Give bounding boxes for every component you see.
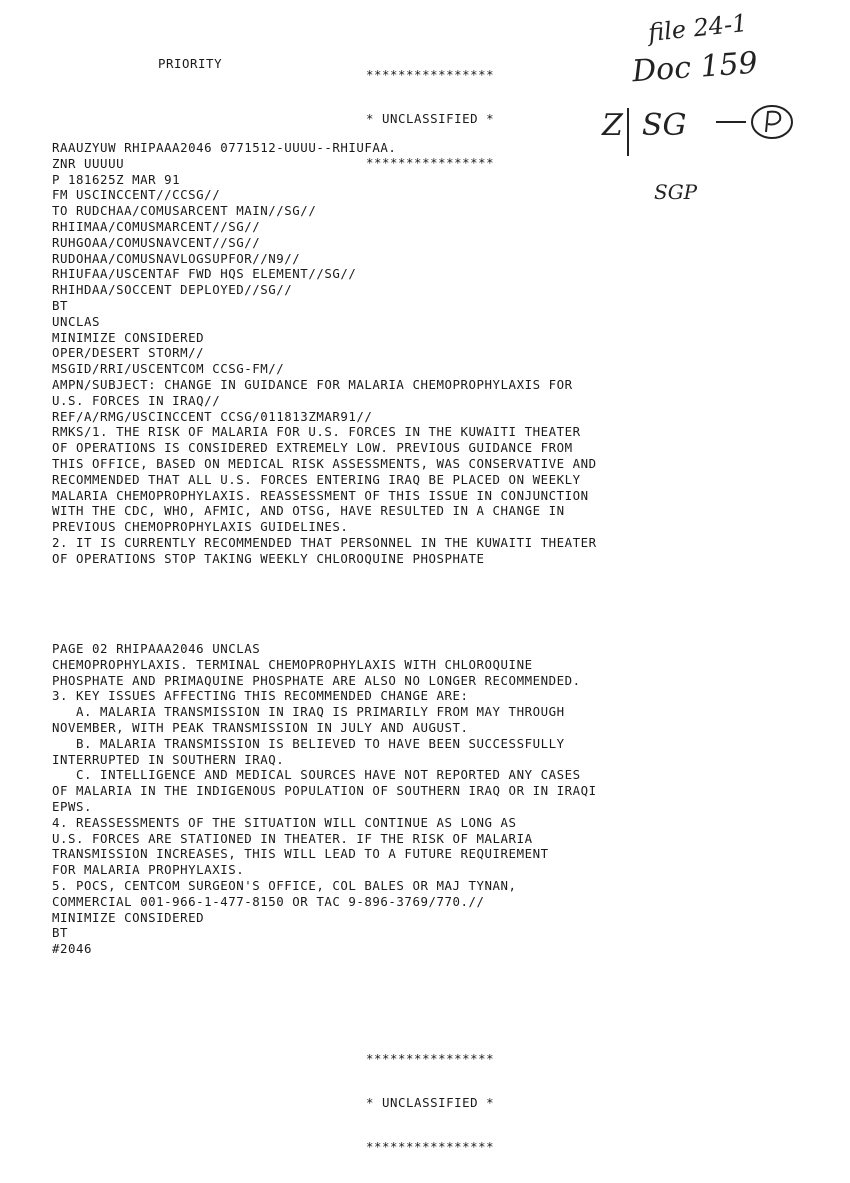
message-line: RHIIMAA/COMUSMARCENT//SG// [52,218,261,234]
message-line: PREVIOUS CHEMOPROPHYLAXIS GUIDELINES. [52,519,349,535]
message-line: FM USCINCCENT//CCSG// [52,187,221,203]
message-line: B. MALARIA TRANSMISSION IS BELIEVED TO HAVE BEEN SUCCESSFULLY [52,735,565,751]
message-line: PHOSPHATE AND PRIMAQUINE PHOSPHATE ARE ALSO NO LONGER RECOMMENDED. [52,672,581,688]
classification-banner-bottom [366,1024,494,1183]
message-line: ZNR UUUUU [52,155,125,171]
message-line: 4. REASSESSMENTS OF THE SITUATION WILL CONTINUE AS LONG AS [52,814,517,830]
message-line: FOR MALARIA PROPHYLAXIS. [52,862,245,878]
handwritten-doc-ref: Doc 159 [630,45,759,90]
handwritten-initials: SGP [654,180,698,204]
classification-border: **************** [366,1138,495,1154]
message-line: COMMERCIAL 001-966-1-477-8150 OR TAC 9-896-3769/770.// [52,893,485,909]
message-line: THIS OFFICE, BASED ON MEDICAL RISK ASSESSMENTS, WAS CONSERVATIVE AND [52,455,597,471]
classification-border: **************** [366,67,495,82]
message-line: RHIUFAA/USCENTAF FWD HQS ELEMENT//SG// [52,266,357,282]
message-line: TO RUDCHAA/COMUSARCENT MAIN//SG// [52,203,317,219]
classification-border: **************** [366,1051,495,1066]
message-line: OF MALARIA IN THE INDIGENOUS POPULATION OF SOUTHERN IRAQ OR IN IRAQI [52,783,597,799]
message-line: CHEMOPROPHYLAXIS. TERMINAL CHEMOPROPHYLAXIS WITH CHLOROQUINE [52,656,533,672]
classification-border: **************** [366,154,495,170]
classification-label: * UNCLASSIFIED * [366,1094,495,1110]
message-line: A. MALARIA TRANSMISSION IN IRAQ IS PRIMARILY FROM MAY THROUGH [52,704,565,720]
message-line: C. INTELLIGENCE AND MEDICAL SOURCES HAVE NOT REPORTED ANY CASES [52,767,581,783]
message-body-page-2 [52,641,597,957]
message-line: RUHGOAA/COMUSNAVCENT//SG// [52,234,261,250]
message-line: TRANSMISSION INCREASES, THIS WILL LEAD TO A FUTURE REQUIREMENT [52,846,549,862]
message-line: BT [52,297,69,313]
message-line: INTERRUPTED IN SOUTHERN IRAQ. [52,751,285,767]
message-line: RHIHDAA/SOCCENT DEPLOYED//SG// [52,282,293,298]
message-line: NOVEMBER, WITH PEAK TRANSMISSION IN JULY AND AUGUST. [52,719,469,735]
message-line: RAAUZYUW RHIPAAA2046 0771512-UUUU--RHIUFAA. [52,140,397,155]
message-line: U.S. FORCES ARE STATIONED IN THEATER. IF THE RISK OF MALARIA [52,830,533,846]
message-body-page-1 [52,140,597,567]
message-line: 5. POCS, CENTCOM SURGEON'S OFFICE, COL BALES OR MAJ TYNAN, [52,877,517,893]
message-line: WITH THE CDC, WHO, AFMIC, AND OTSG, HAVE RESULTED IN A CHANGE IN [52,503,565,519]
message-line: RMKS/1. THE RISK OF MALARIA FOR U.S. FORCES IN THE KUWAITI THEATER [52,424,581,440]
message-line: P 181625Z MAR 91 [52,171,181,187]
priority-label: PRIORITY [158,56,223,71]
message-line: RUDOHAA/COMUSNAVLOGSUPFOR//N9// [52,250,301,266]
message-line: EPWS. [52,798,93,814]
message-line: MSGID/RRI/USCENTCOM CCSG-FM// [52,361,285,377]
message-line: MINIMIZE CONSIDERED [52,329,205,345]
message-line: #2046 [52,941,93,957]
classification-label: * UNCLASSIFIED * [366,110,495,126]
handwritten-file-ref: file 24-1 [646,8,749,48]
message-line: U.S. FORCES IN IRAQ// [52,392,221,408]
message-line: RECOMMENDED THAT ALL U.S. FORCES ENTERING IRAQ BE PLACED ON WEEKLY [52,471,581,487]
message-line: MALARIA CHEMOPROPHYLAXIS. REASSESSMENT OF THIS ISSUE IN CONJUNCTION [52,487,589,503]
message-line: BT [52,925,69,941]
message-line: 2. IT IS CURRENTLY RECOMMENDED THAT PERSONNEL IN THE KUWAITI THEATER [52,534,597,550]
handwritten-stamp: Z SG [602,108,687,143]
message-line: AMPN/SUBJECT: CHANGE IN GUIDANCE FOR MALARIA CHEMOPROPHYLAXIS FOR [52,376,573,392]
message-line: MINIMIZE CONSIDERED [52,909,205,925]
message-line: OF OPERATIONS STOP TAKING WEEKLY CHLOROQUINE PHOSPHATE [52,550,485,566]
message-line: OPER/DESERT STORM// [52,345,205,361]
message-line: PAGE 02 RHIPAAA2046 UNCLAS [52,641,261,656]
message-line: OF OPERATIONS IS CONSIDERED EXTREMELY LOW. PREVIOUS GUIDANCE FROM [52,440,573,456]
message-line: 3. KEY ISSUES AFFECTING THIS RECOMMENDED CHANGE ARE: [52,688,469,704]
message-line: REF/A/RMG/USCINCCENT CCSG/011813ZMAR91// [52,408,373,424]
message-line: UNCLAS [52,313,101,329]
